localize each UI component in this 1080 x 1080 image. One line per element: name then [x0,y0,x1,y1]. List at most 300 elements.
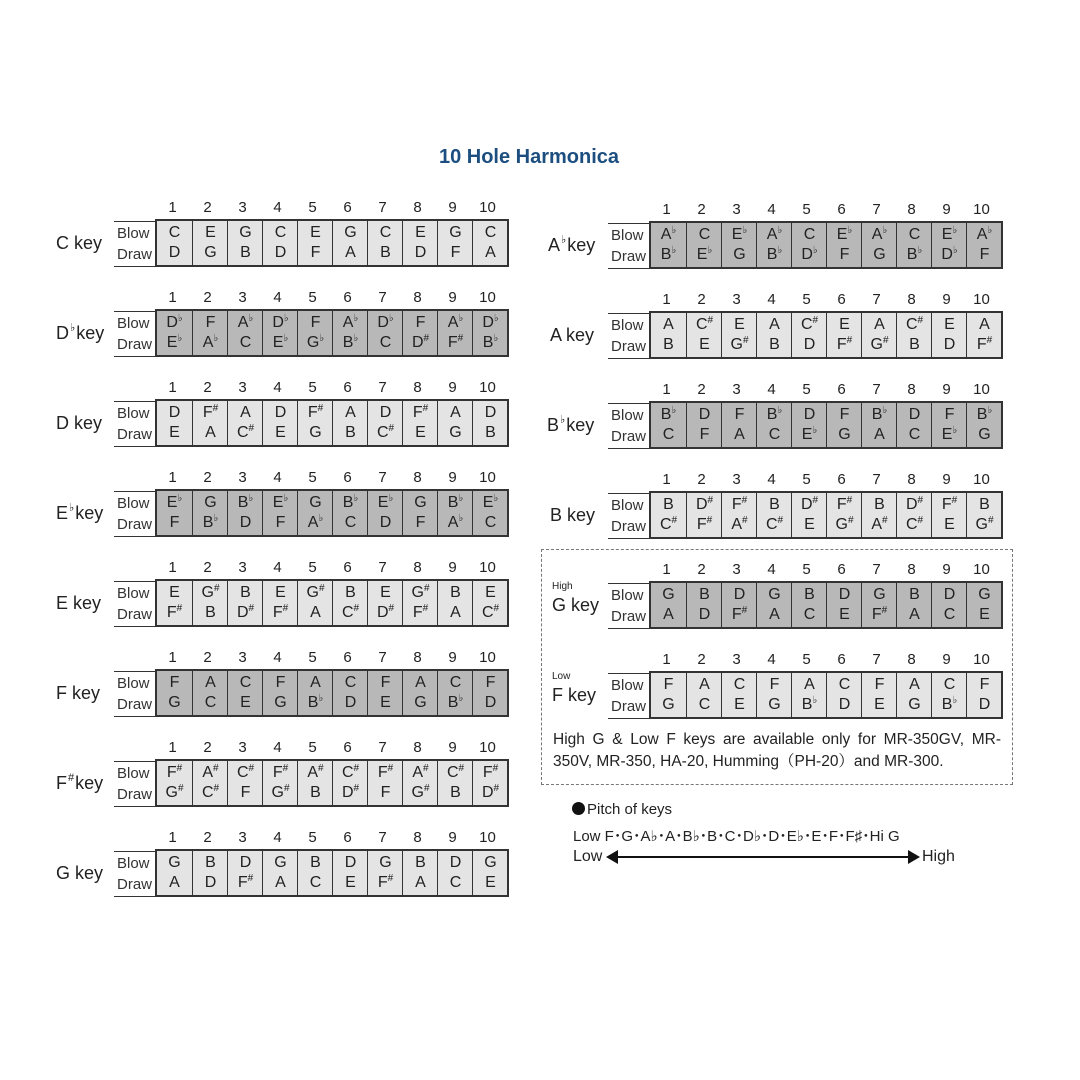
row-labels [117,403,152,445]
draw-note: C [239,334,252,351]
draw-note: B♭ [447,693,464,711]
key-suffix: key [67,683,101,703]
hole-number: 8 [413,199,422,216]
blow-note: C# [446,763,465,781]
key-letter: B [547,415,560,435]
notes-grid [155,579,509,627]
blow-note: D# [800,495,819,513]
blow-note: E [485,584,496,601]
draw-note: A# [731,515,748,533]
draw-note: B♭ [202,513,219,531]
hole-number: 5 [802,291,811,308]
hole-number: 1 [168,739,177,756]
hole-cell [262,761,297,805]
draw-note: B [485,424,496,441]
low-high-arrow-icon [606,849,920,865]
blow-note: B♭ [237,493,254,511]
hole-cell [332,491,367,535]
draw-note: C [379,334,392,351]
draw-note: A [769,606,780,623]
hole-number: 7 [378,649,387,666]
draw-note: E [734,696,745,713]
divider [114,581,155,582]
blow-note: G [449,224,462,241]
key-suffix: key [566,595,600,615]
draw-note: D [803,336,816,353]
draw-note: E [485,874,496,891]
blow-note: C [344,674,357,691]
blow-note: B [874,496,885,513]
hole-cell [756,313,791,357]
divider [114,356,155,357]
blow-note: A# [202,763,219,781]
hole-number: 1 [662,651,671,668]
draw-note: C [344,514,357,531]
hole-cell [686,403,721,447]
key-label [550,325,594,346]
draw-note: G [309,424,322,441]
draw-note: F [380,784,391,801]
divider [608,403,649,404]
hole-number: 7 [872,471,881,488]
blow-note: F [874,676,885,693]
hole-number: 2 [203,829,212,846]
draw-label: Draw [117,426,153,443]
hole-number: 7 [378,469,387,486]
blow-note: A [345,404,356,421]
hole-number: 1 [168,199,177,216]
blow-note: G [309,494,322,511]
hole-cell [402,221,437,265]
hole-number: 9 [448,739,457,756]
hole-number: 6 [343,469,352,486]
draw-note: C# [236,423,255,441]
row-labels [117,763,152,805]
hole-number: 2 [697,561,706,578]
hole-number: 3 [238,199,247,216]
hole-cell [966,313,1001,357]
hole-number: 4 [767,471,776,488]
hole-number: 6 [343,559,352,576]
draw-note: G [733,246,746,263]
notes-grid [155,669,509,717]
draw-note: A♭ [447,513,464,531]
blow-note: D [908,406,921,423]
draw-note: B [345,424,356,441]
blow-note: E [205,224,216,241]
draw-note: B♭ [342,333,359,351]
blow-note: D [379,404,392,421]
hole-number: 9 [448,559,457,576]
blow-note: B♭ [976,405,993,423]
blow-note: E [169,584,180,601]
blow-note: E♭ [731,225,748,243]
hole-number: 7 [378,379,387,396]
key-suffix: key [566,415,595,435]
hole-number: 9 [942,291,951,308]
hole-number: 8 [413,649,422,666]
draw-note: A [485,244,496,261]
hole-number: 2 [203,559,212,576]
blow-note: E♭ [836,225,853,243]
hole-cell [861,403,896,447]
row-labels [117,853,152,895]
blow-note: F# [272,763,289,781]
blow-note: A [240,404,251,421]
blow-note: G# [201,583,220,601]
hole-number: 4 [767,381,776,398]
draw-note: D# [411,333,430,351]
divider [114,851,155,852]
pitch-order: Low F･G･A♭･A･B♭･B･C･D♭･D･E♭･E･F･F♯･Hi G [573,828,900,845]
hole-cell [437,491,472,535]
hole-cell [192,851,227,895]
hole-number: 5 [308,199,317,216]
hole-number: 5 [308,469,317,486]
key-accidental: ♭ [69,502,75,514]
divider [114,221,155,222]
hole-number: 3 [732,291,741,308]
key-accidental: ♭ [561,234,567,246]
draw-note: C [662,426,675,443]
draw-note: A [663,606,674,623]
draw-note: E [345,874,356,891]
blow-note: A [450,404,461,421]
draw-note: C [943,606,956,623]
draw-note: E [804,516,815,533]
key-label [56,773,103,794]
key-suffix: key [562,505,596,525]
draw-note: A [345,244,356,261]
hole-cell [437,761,472,805]
draw-note: E♭ [696,245,713,263]
hole-number: 8 [907,471,916,488]
availability-note: High G & Low F keys are available only for MR-350GV, MR-350V, MR-350, HA-20, Humming（PH-20）and MR-300. [553,731,1001,770]
draw-note: G [414,694,427,711]
hole-cell [402,851,437,895]
hole-cell [402,671,437,715]
divider [114,446,155,447]
draw-note: F# [731,605,748,623]
hole-cell [262,221,297,265]
draw-label: Draw [611,428,647,445]
hole-number: 1 [168,379,177,396]
blow-note: A [979,316,990,333]
hole-number: 2 [203,739,212,756]
hole-number: 9 [942,651,951,668]
blow-note: C# [341,763,360,781]
hole-cell [472,401,507,445]
draw-note: G [274,694,287,711]
draw-note: C# [376,423,395,441]
blow-label: Blow [611,677,644,694]
blow-note: A [699,676,710,693]
hole-number: 3 [238,649,247,666]
key-label [550,505,595,526]
draw-note: B♭ [660,245,677,263]
draw-note: E [979,606,990,623]
hole-number: 4 [273,739,282,756]
draw-note: F# [696,515,713,533]
blow-label: Blow [117,405,150,422]
hole-cell [437,311,472,355]
key-label [56,593,101,614]
hole-cell [227,401,262,445]
blow-note: G [379,854,392,871]
blow-note: G# [306,583,325,601]
blow-note: E [734,316,745,333]
hole-cell [686,493,721,537]
hole-cell [896,313,931,357]
draw-note: D [838,696,851,713]
hole-cell [192,401,227,445]
hole-number: 10 [479,559,496,576]
hole-cell [472,311,507,355]
hole-cell [192,671,227,715]
hole-number: 3 [238,289,247,306]
divider [114,761,155,762]
hole-number: 8 [907,291,916,308]
hole-number: 6 [837,201,846,218]
key-label [547,415,594,436]
draw-note: D [943,336,956,353]
divider [114,896,155,897]
blow-note: E [839,316,850,333]
draw-note: F# [447,333,464,351]
hole-cell [826,493,861,537]
blow-note: C [908,226,921,243]
blow-note: F [169,674,180,691]
draw-label: Draw [611,518,647,535]
hole-cell [192,311,227,355]
hole-number: 5 [308,289,317,306]
hole-number: 10 [973,381,990,398]
hole-cell [402,401,437,445]
hole-cell [262,851,297,895]
draw-label: Draw [117,876,153,893]
blow-note: C [803,226,816,243]
blow-note: B♭ [660,405,677,423]
hole-cell [896,223,931,267]
low-label: Low [573,848,603,865]
hole-number: 8 [907,201,916,218]
hole-cell [402,581,437,625]
hole-cell [472,221,507,265]
blow-note: B [450,584,461,601]
hole-number: 6 [837,291,846,308]
blow-note: E [380,584,391,601]
hole-cell [192,491,227,535]
hole-cell [472,671,507,715]
draw-note: F [310,244,321,261]
hole-cell [931,313,966,357]
hole-number: 6 [837,651,846,668]
hole-number: 4 [273,649,282,666]
hole-cell [472,851,507,895]
hole-number: 7 [378,559,387,576]
blow-note: F [944,406,955,423]
blow-note: B [205,854,216,871]
hole-cell [157,221,192,265]
key-letter: F [552,685,563,705]
notes-grid [155,219,509,267]
bullet-icon [572,802,585,815]
hole-number: 10 [479,649,496,666]
blow-note: F [310,314,321,331]
hole-cell [402,491,437,535]
hole-cell [402,311,437,355]
hole-cell [966,403,1001,447]
hole-number: 3 [238,469,247,486]
draw-label: Draw [117,516,153,533]
draw-note: E♭ [801,425,818,443]
draw-note: E [699,336,710,353]
draw-note: F# [377,873,394,891]
blow-note: A [909,676,920,693]
hole-cell [332,851,367,895]
blow-note: F [663,676,674,693]
key-letter: C [56,233,69,253]
key-suffix: key [68,593,102,613]
blow-note: A [663,316,674,333]
blow-note: B [310,854,321,871]
blow-note: F [415,314,426,331]
hole-number: 10 [479,469,496,486]
hole-number: 9 [448,469,457,486]
hole-number: 7 [378,199,387,216]
blow-note: C [449,674,462,691]
hole-cell [651,493,686,537]
hole-cell [826,403,861,447]
notes-grid [649,401,1003,449]
draw-note: F# [237,873,254,891]
blow-note: G [873,586,886,603]
hole-cell [157,491,192,535]
hole-cell [157,311,192,355]
hole-number: 5 [802,201,811,218]
hole-number: 9 [942,561,951,578]
hole-cell [367,581,402,625]
draw-note: C# [765,515,784,533]
blow-note: D [943,586,956,603]
notes-grid [649,311,1003,359]
hole-number: 2 [203,469,212,486]
draw-note: D [379,514,392,531]
draw-note: C [698,696,711,713]
hole-number: 4 [273,469,282,486]
hole-cell [651,223,686,267]
key-range-label: Low [552,671,571,682]
draw-note: A [874,426,885,443]
blow-note: A♭ [660,225,677,243]
draw-note: D# [376,603,395,621]
hole-cell [896,493,931,537]
hole-number: 1 [168,559,177,576]
draw-note: B♭ [906,245,923,263]
notes-grid [155,759,509,807]
draw-note: B [240,244,251,261]
draw-note: C [449,874,462,891]
key-suffix: key [75,503,104,523]
draw-note: G# [411,783,430,801]
hole-number: 7 [872,201,881,218]
page-title: 10 Hole Harmonica [438,146,620,168]
blow-label: Blow [611,317,644,334]
hole-number: 10 [479,199,496,216]
hole-cell [437,581,472,625]
hole-number: 7 [378,829,387,846]
row-labels [117,223,152,265]
draw-note: E [275,424,286,441]
hole-number: 9 [942,471,951,488]
hole-number: 1 [662,201,671,218]
draw-note: D# [341,783,360,801]
hole-cell [966,493,1001,537]
blow-note: B [699,586,710,603]
hole-number: 9 [448,199,457,216]
blow-note: G [239,224,252,241]
hole-cell [861,493,896,537]
divider [608,358,649,359]
blow-note: B [663,496,674,513]
draw-note: F# [836,335,853,353]
blow-note: D# [905,495,924,513]
divider [114,401,155,402]
blow-label: Blow [611,587,644,604]
hole-number: 8 [907,561,916,578]
row-labels [117,673,152,715]
hole-cell [297,221,332,265]
blow-note: F [205,314,216,331]
draw-label: Draw [611,338,647,355]
draw-note: G♭ [306,333,325,351]
blow-note: C# [236,763,255,781]
key-letter: A [548,235,561,255]
pitch-heading [572,801,672,818]
hole-number: 3 [238,559,247,576]
blow-label: Blow [117,495,150,512]
key-letter: G [552,595,567,615]
draw-note: B [663,336,674,353]
hole-cell [931,403,966,447]
blow-note: D♭ [482,313,499,331]
draw-label: Draw [117,336,153,353]
draw-note: B♭ [941,695,958,713]
draw-note: B♭ [307,693,324,711]
key-letter: A [550,325,562,345]
blow-note: D [344,854,357,871]
hole-number: 9 [448,379,457,396]
draw-note: D [414,244,427,261]
blow-note: B [769,496,780,513]
hole-cell [686,223,721,267]
draw-note: D [274,244,287,261]
draw-note: D♭ [941,245,958,263]
divider [114,311,155,312]
hole-number: 2 [697,291,706,308]
hole-number: 10 [973,651,990,668]
blow-note: A [310,674,321,691]
blow-note: G [274,854,287,871]
blow-note: B [415,854,426,871]
hole-number: 8 [413,829,422,846]
hole-cell [756,223,791,267]
hole-number: 8 [907,651,916,668]
hole-number: 8 [907,381,916,398]
blow-note: D [803,406,816,423]
blow-note: A♭ [871,225,888,243]
blow-note: F [979,676,990,693]
